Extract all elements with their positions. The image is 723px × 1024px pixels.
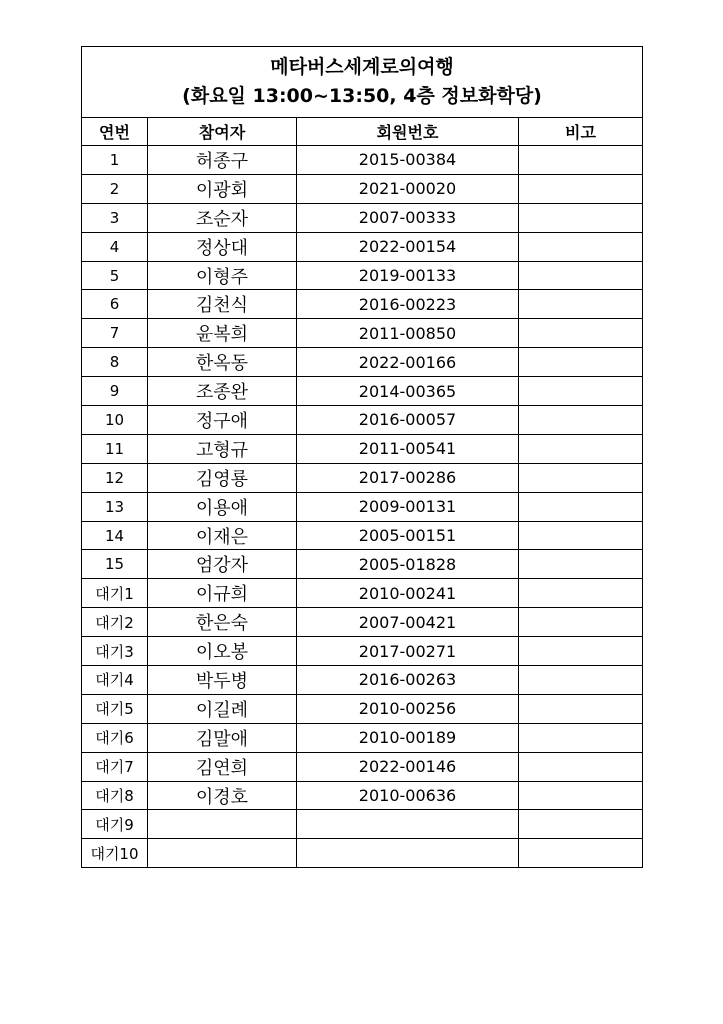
header-note: 비고 [519, 118, 643, 146]
table-row [82, 463, 643, 492]
seq-cell: 10 [82, 406, 148, 435]
member-no-cell: 2011-00541 [297, 434, 519, 463]
seq-cell: 3 [82, 203, 148, 232]
note-cell [519, 666, 643, 695]
note-cell [519, 550, 643, 579]
header-participant: 참여자 [148, 118, 297, 146]
table-row [82, 579, 643, 608]
seq-cell: 대기4 [82, 666, 148, 695]
note-cell [519, 377, 643, 406]
member-no-cell: 2022-00166 [297, 348, 519, 377]
member-no-cell [297, 839, 519, 868]
seq-cell: 대기2 [82, 608, 148, 637]
note-cell [519, 723, 643, 752]
member-no-cell: 2010-00256 [297, 694, 519, 723]
member-no-cell: 2011-00850 [297, 319, 519, 348]
participant-name-cell: 정상대 [148, 232, 297, 261]
participant-name-cell: 김연희 [148, 752, 297, 781]
note-cell [519, 752, 643, 781]
seq-cell: 4 [82, 232, 148, 261]
seq-cell: 11 [82, 434, 148, 463]
note-cell [519, 781, 643, 810]
member-no-cell: 2019-00133 [297, 261, 519, 290]
note-cell [519, 146, 643, 175]
seq-cell: 대기9 [82, 810, 148, 839]
note-cell [519, 406, 643, 435]
seq-cell: 8 [82, 348, 148, 377]
member-no-cell: 2017-00286 [297, 463, 519, 492]
seq-cell: 14 [82, 521, 148, 550]
member-no-cell: 2007-00421 [297, 608, 519, 637]
table-row [82, 637, 643, 666]
seq-cell: 13 [82, 492, 148, 521]
participant-name-cell: 김말애 [148, 723, 297, 752]
table-row [82, 723, 643, 752]
table-row [82, 492, 643, 521]
table-row [82, 290, 643, 319]
participant-name-cell: 이규희 [148, 579, 297, 608]
seq-cell: 12 [82, 463, 148, 492]
seq-cell: 7 [82, 319, 148, 348]
participant-name-cell: 이용애 [148, 492, 297, 521]
table-row [82, 348, 643, 377]
table-row [82, 752, 643, 781]
note-cell [519, 434, 643, 463]
note-cell [519, 579, 643, 608]
participant-name-cell: 한은숙 [148, 608, 297, 637]
member-no-cell: 2016-00223 [297, 290, 519, 319]
note-cell [519, 492, 643, 521]
table-row [82, 521, 643, 550]
participant-name-cell: 고형규 [148, 434, 297, 463]
participant-name-cell: 이형주 [148, 261, 297, 290]
seq-cell: 대기7 [82, 752, 148, 781]
member-no-cell: 2009-00131 [297, 492, 519, 521]
note-cell [519, 174, 643, 203]
table-row [82, 434, 643, 463]
header-seq: 연번 [82, 118, 148, 146]
member-no-cell: 2014-00365 [297, 377, 519, 406]
table-row [82, 261, 643, 290]
participant-name-cell: 허종구 [148, 146, 297, 175]
note-cell [519, 521, 643, 550]
seq-cell: 9 [82, 377, 148, 406]
note-cell [519, 463, 643, 492]
table-row [82, 203, 643, 232]
participant-sheet [81, 46, 642, 868]
member-no-cell: 2016-00057 [297, 406, 519, 435]
table-row [82, 406, 643, 435]
seq-cell: 대기1 [82, 579, 148, 608]
participant-name-cell: 정구애 [148, 406, 297, 435]
seq-cell: 대기3 [82, 637, 148, 666]
note-cell [519, 810, 643, 839]
participant-name-cell: 이재은 [148, 521, 297, 550]
title-line-1: 메타버스세계로의여행 [270, 56, 454, 78]
participant-name-cell: 조순자 [148, 203, 297, 232]
title-line-2: (화요일 13:00~13:50, 4층 정보화학당) [182, 85, 542, 107]
note-cell [519, 694, 643, 723]
participant-name-cell: 한옥동 [148, 348, 297, 377]
seq-cell: 대기8 [82, 781, 148, 810]
note-cell [519, 608, 643, 637]
note-cell [519, 203, 643, 232]
table-row [82, 319, 643, 348]
note-cell [519, 319, 643, 348]
note-cell [519, 839, 643, 868]
table-row [82, 694, 643, 723]
table-row [82, 810, 643, 839]
member-no-cell: 2022-00154 [297, 232, 519, 261]
participant-name-cell: 이광회 [148, 174, 297, 203]
member-no-cell: 2017-00271 [297, 637, 519, 666]
participant-name-cell: 엄강자 [148, 550, 297, 579]
participant-name-cell [148, 839, 297, 868]
seq-cell: 1 [82, 146, 148, 175]
participant-name-cell: 이오봉 [148, 637, 297, 666]
member-no-cell: 2016-00263 [297, 666, 519, 695]
header-row [82, 118, 643, 146]
seq-cell: 6 [82, 290, 148, 319]
member-no-cell: 2015-00384 [297, 146, 519, 175]
participant-name-cell: 김영룡 [148, 463, 297, 492]
table-row [82, 174, 643, 203]
note-cell [519, 232, 643, 261]
note-cell [519, 261, 643, 290]
member-no-cell: 2005-01828 [297, 550, 519, 579]
table-body [82, 146, 643, 868]
participant-name-cell: 윤복희 [148, 319, 297, 348]
member-no-cell: 2022-00146 [297, 752, 519, 781]
table-row [82, 781, 643, 810]
member-no-cell: 2007-00333 [297, 203, 519, 232]
title-row [82, 47, 643, 118]
table-row [82, 839, 643, 868]
seq-cell: 대기6 [82, 723, 148, 752]
participant-name-cell: 김천식 [148, 290, 297, 319]
table-row [82, 608, 643, 637]
member-no-cell: 2010-00189 [297, 723, 519, 752]
document-title [82, 47, 643, 118]
header-member-no: 회원번호 [297, 118, 519, 146]
table-row [82, 146, 643, 175]
seq-cell: 15 [82, 550, 148, 579]
member-no-cell: 2005-00151 [297, 521, 519, 550]
note-cell [519, 348, 643, 377]
participant-name-cell [148, 810, 297, 839]
table-row [82, 232, 643, 261]
participant-table [81, 46, 643, 868]
seq-cell: 2 [82, 174, 148, 203]
table-row [82, 666, 643, 695]
table-row [82, 377, 643, 406]
seq-cell: 대기10 [82, 839, 148, 868]
note-cell [519, 290, 643, 319]
participant-name-cell: 이경호 [148, 781, 297, 810]
seq-cell: 5 [82, 261, 148, 290]
note-cell [519, 637, 643, 666]
member-no-cell: 2010-00636 [297, 781, 519, 810]
table-row [82, 550, 643, 579]
member-no-cell: 2021-00020 [297, 174, 519, 203]
member-no-cell [297, 810, 519, 839]
participant-name-cell: 박두병 [148, 666, 297, 695]
participant-name-cell: 조종완 [148, 377, 297, 406]
member-no-cell: 2010-00241 [297, 579, 519, 608]
seq-cell: 대기5 [82, 694, 148, 723]
participant-name-cell: 이길례 [148, 694, 297, 723]
